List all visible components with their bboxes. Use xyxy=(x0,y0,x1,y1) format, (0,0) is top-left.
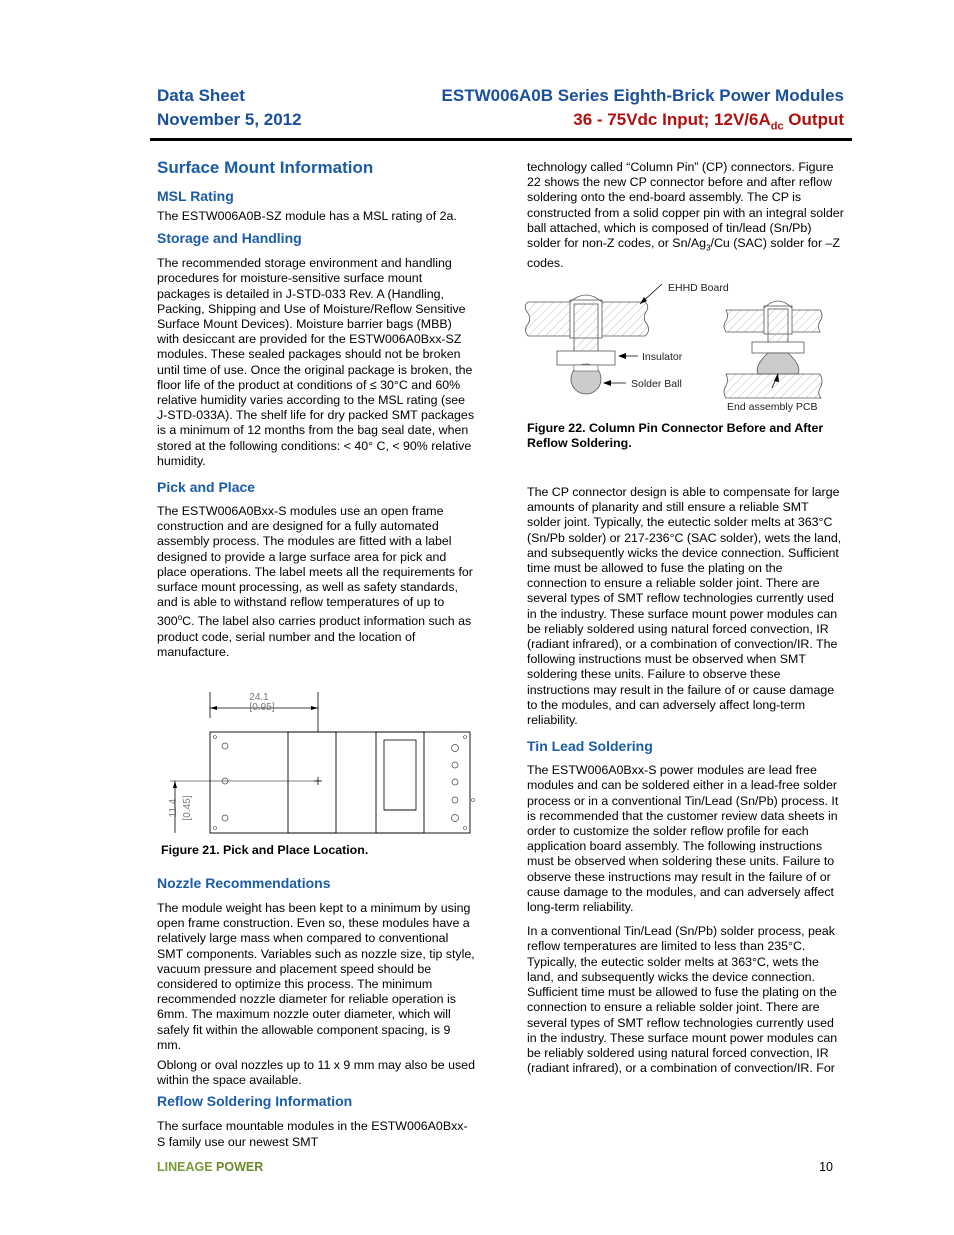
figure-22-caption: Figure 22. Column Pin Connector Before and After Reflow Soldering. xyxy=(527,421,824,451)
tin-lead-paragraph-1: The ESTW006A0Bxx-S power modules are lead free modules and can be soldered either in a lead-free solder process or in a conventional Tin/Lead (Sn/Pb) process. It is recommended that the customer review data sheets in order to customize the solder reflow profile for each application board assembly. The following instructions must be observed when soldering these units. Failure to observe these instructions may result in the failure of or cause damage to the modules, and can adversely affect long-term reliability. xyxy=(527,763,839,915)
nozzle-paragraph-1: The module weight has been kept to a minimum by using open frame construction. Even so, these modules have a relatively large mass when compared to conventional SMT components. Variables such as nozzle size, tip style, vacuum pressure and placement speed should be considered to optimize this process. The minimum recommended nozzle diameter for reliable operation is 6mm. The maximum nozzle outer diameter, which will safely fit within the allowable component spacing, is 9 mm. xyxy=(157,901,475,1052)
label-ehhd-board: EHHD Board xyxy=(668,282,729,294)
column-pin xyxy=(574,304,598,354)
left-column xyxy=(157,158,475,660)
arrow-left xyxy=(210,706,217,710)
tin-lead-paragraph-2: In a conventional Tin/Lead (Sn/Pb) solder process, peak reflow temperatures are limited to less than 235°C. Typically, the eutectic solder melts at 363°C, wets the land, and subsequently wicks the device connection. Sufficient time must be allowed to fuse the plating on the connection to ensure a reliable solder joint. There are several types of SMT reflow technologies currently used in the industry. These surface mount power modules can be reliably soldered using natural forced convection, IR (radiant infrared), or a combination of convection/IR. For xyxy=(527,924,838,1076)
brand-lineage: LINEAGE xyxy=(157,1160,213,1174)
solder-fillet xyxy=(757,353,799,374)
arrow-insulator xyxy=(618,353,626,359)
right-column-lower xyxy=(527,485,845,1076)
spec-sub: dc xyxy=(770,120,784,133)
cp-text-1: technology called “Column Pin” (CP) connectors. Figure 22 shows the new CP connector before and after reflow soldering onto the end-board assembly. The CP is constructed from a solid copper pin with an integral solder ball attached, which is composed of tin/lead (Sn/Pb) solder for non-Z codes, or Sn/Ag xyxy=(527,160,844,251)
storage-heading: Storage and Handling xyxy=(157,230,302,247)
msl-heading: MSL Rating xyxy=(157,188,234,204)
reflow-heading: Reflow Soldering Information xyxy=(157,1093,353,1110)
storage-text-2: 30°C and 60% relative humidity varies according to the MSL rating (see J-STD-033A). The shelf life for dry packed SMT packages is a minimum of 12 months from the bag seal date, when stored at the following conditions: < 40° C, < 90% relative humidity. xyxy=(157,377,475,468)
header-date: November 5, 2012 xyxy=(157,110,302,129)
brand-power: POWER xyxy=(216,1160,264,1174)
pick-paragraph xyxy=(157,504,475,660)
cp-paragraph xyxy=(527,160,845,271)
figure-22-column-pin-drawing xyxy=(520,276,850,416)
nozzle-paragraph-2: Oblong or oval nozzles up to 11 x 9 mm may also be used within the space available. xyxy=(157,1058,475,1088)
pick-text-2: C. The label also carries product information such as product code, serial number and the location of manufacture. xyxy=(157,614,472,659)
insulator xyxy=(557,351,615,365)
spec-main: 36 - 75Vdc Input; 12V/6A xyxy=(573,110,771,129)
label-end-pcb: End assembly PCB xyxy=(727,401,818,413)
left-column-lower xyxy=(157,875,475,1150)
cp-sub: 3 xyxy=(706,243,711,253)
dim-top-in: [0.95] xyxy=(249,702,275,713)
pick-heading: Pick and Place xyxy=(157,479,256,496)
insulator-after xyxy=(752,342,804,353)
leq-symbol: ≤ xyxy=(369,377,377,392)
figure-21-caption: Figure 21. Pick and Place Location. xyxy=(161,843,369,857)
module-board-outline xyxy=(210,732,470,833)
dim-side-mm: 11.4 xyxy=(168,798,179,818)
dim-top-mm: 24.1 xyxy=(249,692,269,703)
figure-21-pick-place-drawing xyxy=(155,688,475,838)
pick-text-1: The ESTW006A0Bxx-S modules use an open frame construction and are designed for a fully automated assembly process. The modules are fitted with a label designed to provide a large surface area for pick and place operations. The label meets all the requirements for surface mount processing, as well as safety standards, and is able to withstand reflow temperatures of up to 300 xyxy=(157,504,473,629)
reflow-paragraph: The surface mountable modules in the ESTW006A0Bxx-S family use our newest SMT xyxy=(157,1119,468,1149)
dim-side-in: [0.45] xyxy=(182,795,193,821)
arrow-up xyxy=(173,781,177,788)
cp-design-paragraph: The CP connector design is able to compensate for large amounts of planarity and still ensure a reliable SMT solder joint. Typically, the eutectic solder melts at 363°C (Sn/Pb solder) or 217-236°C (SAC solder), wets the land, and subsequently wicks the device connection. Sufficient time must be allowed to fuse the plating on the connection to ensure a reliable solder joint. There are several types of SMT reflow technologies currently used in the industry. These surface mount power modules can be reliably soldered using natural forced convection, IR (radiant infrared), or a combination of convection/IR. The following instructions must be observed when SMT soldering these units. Failure to observe these instructions may result in the failure of or cause damage to the modules, and can adversely affect long-term reliability. xyxy=(527,485,842,728)
header-product-title: ESTW006A0B Series Eighth-Brick Power Modules xyxy=(441,86,844,105)
cp-text-2: /Cu (SAC) solder for –Z codes. xyxy=(527,236,840,270)
header-rule xyxy=(150,138,852,141)
label-solder-ball: Solder Ball xyxy=(631,378,682,390)
label-insulator: Insulator xyxy=(642,351,683,363)
pin-tip xyxy=(574,365,598,371)
tin-lead-heading: Tin Lead Soldering xyxy=(527,738,653,755)
footer-brand xyxy=(157,1160,263,1174)
arrow-right xyxy=(311,706,318,710)
section-title: Surface Mount Information xyxy=(157,158,374,177)
arrow-ball xyxy=(603,380,611,386)
storage-text-1: The recommended storage environment and handling procedures for moisture-sensitive surface mount packages is detailed in J-STD-033 Rev. A (Handling, Packing, Shipping and Use of Moisture/Reflow Sensitive Surface Mount Devices). Moisture barrier bags (MBB) with desiccant are provided for the ESTW006A0Bxx-SZ modules. These sealed packages should not be broken until time of use. Once the original package is broken, the floor life of the product at conditions of xyxy=(157,256,473,392)
header-doc-type: Data Sheet xyxy=(157,86,245,105)
mark xyxy=(472,799,475,802)
msl-paragraph: The ESTW006A0B-SZ module has a MSL rating of 2a. xyxy=(157,209,457,223)
storage-paragraph xyxy=(157,256,475,469)
degree-sup: o xyxy=(177,613,183,623)
nozzle-heading: Nozzle Recommendations xyxy=(157,875,331,891)
spec-tail: Output xyxy=(783,110,844,129)
page-number: 10 xyxy=(819,1160,833,1174)
header-product-spec xyxy=(573,110,844,132)
